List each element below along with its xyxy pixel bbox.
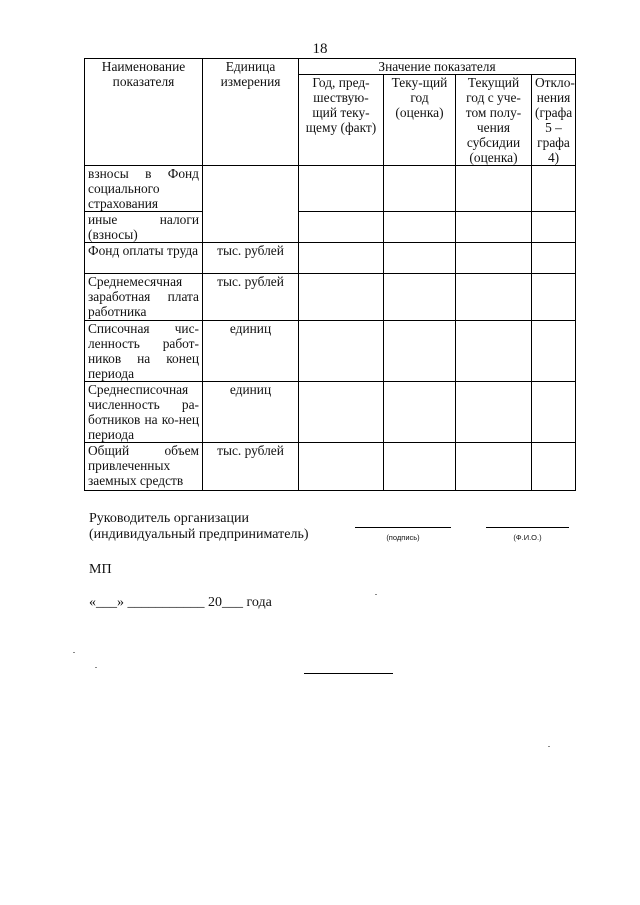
cell-prev-year[interactable] (299, 166, 384, 212)
table-row (85, 166, 576, 212)
row-name: иные налоги (взносы) (85, 212, 203, 243)
header-current-year: Теку-щий год (оценка) (384, 75, 456, 166)
stamp-label: МП (89, 562, 112, 577)
cell-current-year-subsidy[interactable] (456, 321, 532, 382)
cell-deviation[interactable] (532, 382, 576, 443)
table-row (85, 321, 576, 382)
header-deviation: Откло-нения (графа 5 – графа 4) (532, 75, 576, 166)
cell-current-year-subsidy[interactable] (456, 212, 532, 243)
table-row (85, 382, 576, 443)
row-name: Среднесписочная численность ра-ботников на ко-нец периода (85, 382, 203, 443)
indicators-table (84, 58, 576, 491)
cell-current-year[interactable] (384, 443, 456, 491)
header-indicator-name: Наименование показателя (85, 59, 203, 166)
cell-current-year[interactable] (384, 274, 456, 321)
row-unit: тыс. рублей (203, 243, 299, 274)
page-number: 18 (312, 41, 328, 57)
scan-speck (375, 594, 377, 595)
header-indicator-value: Значение показателя (299, 59, 576, 75)
signature-title-line1: Руководитель организации (89, 511, 249, 526)
signature-caption: (подпись) (386, 533, 420, 542)
row-unit: единиц (203, 321, 299, 382)
row-name: взносы в Фонд социального страхования (85, 166, 203, 212)
cell-prev-year[interactable] (299, 382, 384, 443)
cell-current-year[interactable] (384, 321, 456, 382)
row-name: Списочная чис-ленность работ-ников на конец периода (85, 321, 203, 382)
signature-title-line2: (индивидуальный предприниматель) (89, 527, 309, 542)
table-row (85, 443, 576, 491)
cell-current-year[interactable] (384, 382, 456, 443)
signature-block (89, 511, 309, 543)
scan-speck (73, 652, 75, 653)
row-name: Фонд оплаты труда (85, 243, 203, 274)
table-row (85, 243, 576, 274)
row-unit: тыс. рублей (203, 274, 299, 321)
cell-deviation[interactable] (532, 274, 576, 321)
scan-speck (95, 667, 97, 668)
date-line: «___» ___________ 20___ года (89, 595, 272, 610)
row-name: Среднемесячная заработная плата работника (85, 274, 203, 321)
table-row (85, 212, 576, 243)
header-prev-year: Год, пред-шествую-щий теку-щему (факт) (299, 75, 384, 166)
cell-current-year[interactable] (384, 166, 456, 212)
row-unit (203, 166, 299, 243)
cell-current-year-subsidy[interactable] (456, 274, 532, 321)
cell-current-year-subsidy[interactable] (456, 166, 532, 212)
cell-deviation[interactable] (532, 443, 576, 491)
cell-deviation[interactable] (532, 243, 576, 274)
cell-prev-year[interactable] (299, 274, 384, 321)
row-unit: единиц (203, 382, 299, 443)
cell-prev-year[interactable] (299, 243, 384, 274)
cell-current-year-subsidy[interactable] (456, 443, 532, 491)
end-rule (304, 673, 393, 674)
scan-speck (548, 746, 550, 747)
cell-deviation[interactable] (532, 212, 576, 243)
cell-prev-year[interactable] (299, 212, 384, 243)
signature-field[interactable] (355, 511, 451, 528)
cell-current-year[interactable] (384, 243, 456, 274)
header-unit: Единица измерения (203, 59, 299, 166)
cell-current-year-subsidy[interactable] (456, 243, 532, 274)
table-row (85, 274, 576, 321)
fio-field[interactable] (486, 511, 569, 528)
cell-prev-year[interactable] (299, 321, 384, 382)
cell-deviation[interactable] (532, 166, 576, 212)
cell-prev-year[interactable] (299, 443, 384, 491)
cell-current-year-subsidy[interactable] (456, 382, 532, 443)
row-unit: тыс. рублей (203, 443, 299, 491)
row-name: Общий объем привлеченных заемных средств (85, 443, 203, 491)
cell-current-year[interactable] (384, 212, 456, 243)
fio-caption: (Ф.И.О.) (513, 533, 542, 542)
cell-deviation[interactable] (532, 321, 576, 382)
header-current-year-subsidy: Текущий год с уче-том полу-чения субсидии (оценка) (456, 75, 532, 166)
